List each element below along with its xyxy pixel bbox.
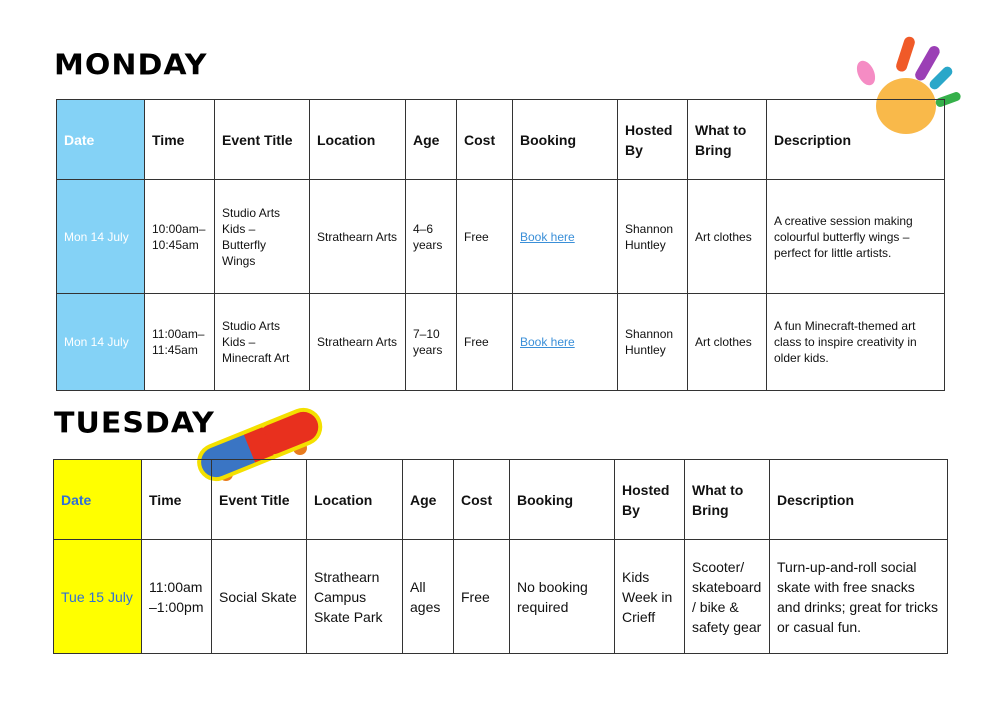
- cell-location: Strathearn Campus Skate Park: [307, 540, 403, 654]
- header-time: Time: [142, 460, 212, 540]
- cell-cost: Free: [457, 180, 513, 294]
- monday-heading: MONDAY: [54, 48, 208, 83]
- cell-hosted-by: Kids Week in Crieff: [615, 540, 685, 654]
- book-here-link[interactable]: Book here: [520, 335, 575, 349]
- cell-description: A fun Minecraft-themed art class to inspire creativity in older kids.: [767, 294, 945, 391]
- header-age: Age: [403, 460, 454, 540]
- cell-event-title: Social Skate: [212, 540, 307, 654]
- header-description: Description: [770, 460, 948, 540]
- header-hosted-by: Hosted By: [615, 460, 685, 540]
- header-time: Time: [145, 100, 215, 180]
- cell-time: 10:00am–10:45am: [145, 180, 215, 294]
- tuesday-heading: TUESDAY: [54, 406, 215, 441]
- cell-description: A creative session making colourful butterfly wings – perfect for little artists.: [767, 180, 945, 294]
- cell-booking: [513, 180, 618, 294]
- header-cost: Cost: [454, 460, 510, 540]
- cell-cost: Free: [457, 294, 513, 391]
- cell-date: Tue 15 July: [54, 540, 142, 654]
- cell-event-title: Studio Arts Kids – Minecraft Art: [215, 294, 310, 391]
- header-description: Description: [767, 100, 945, 180]
- header-location: Location: [310, 100, 406, 180]
- table-row: [54, 540, 948, 654]
- header-what-to-bring: What to Bring: [685, 460, 770, 540]
- cell-age: All ages: [403, 540, 454, 654]
- header-date: Date: [57, 100, 145, 180]
- cell-what-to-bring: Scooter/ skateboard / bike & safety gear: [685, 540, 770, 654]
- header-event-title: Event Title: [215, 100, 310, 180]
- header-cost: Cost: [457, 100, 513, 180]
- cell-booking: No booking required: [510, 540, 615, 654]
- cell-what-to-bring: Art clothes: [688, 180, 767, 294]
- header-event-title: Event Title: [212, 460, 307, 540]
- header-booking: Booking: [513, 100, 618, 180]
- header-age: Age: [406, 100, 457, 180]
- cell-hosted-by: Shannon Huntley: [618, 294, 688, 391]
- header-what-to-bring: What to Bring: [688, 100, 767, 180]
- cell-time: 11:00am–11:45am: [145, 294, 215, 391]
- table-header-row: [57, 100, 945, 180]
- header-location: Location: [307, 460, 403, 540]
- cell-age: 7–10 years: [406, 294, 457, 391]
- header-date: Date: [54, 460, 142, 540]
- cell-hosted-by: Shannon Huntley: [618, 180, 688, 294]
- table-row: [57, 294, 945, 391]
- cell-what-to-bring: Art clothes: [688, 294, 767, 391]
- cell-time: 11:00am –1:00pm: [142, 540, 212, 654]
- table-row: [57, 180, 945, 294]
- cell-description: Turn-up-and-roll social skate with free snacks and drinks; great for tricks or casual fun.: [770, 540, 948, 654]
- tuesday-schedule-table: [53, 459, 948, 654]
- cell-date: Mon 14 July: [57, 294, 145, 391]
- table-header-row: [54, 460, 948, 540]
- cell-event-title: Studio Arts Kids – Butterfly Wings: [215, 180, 310, 294]
- cell-cost: Free: [454, 540, 510, 654]
- header-hosted-by: Hosted By: [618, 100, 688, 180]
- monday-schedule-table: [56, 99, 945, 391]
- book-here-link[interactable]: Book here: [520, 229, 575, 244]
- cell-booking: [513, 294, 618, 391]
- cell-date: Mon 14 July: [57, 180, 145, 294]
- header-booking: Booking: [510, 460, 615, 540]
- cell-age: 4–6 years: [406, 180, 457, 294]
- cell-location: Strathearn Arts: [310, 180, 406, 294]
- cell-location: Strathearn Arts: [310, 294, 406, 391]
